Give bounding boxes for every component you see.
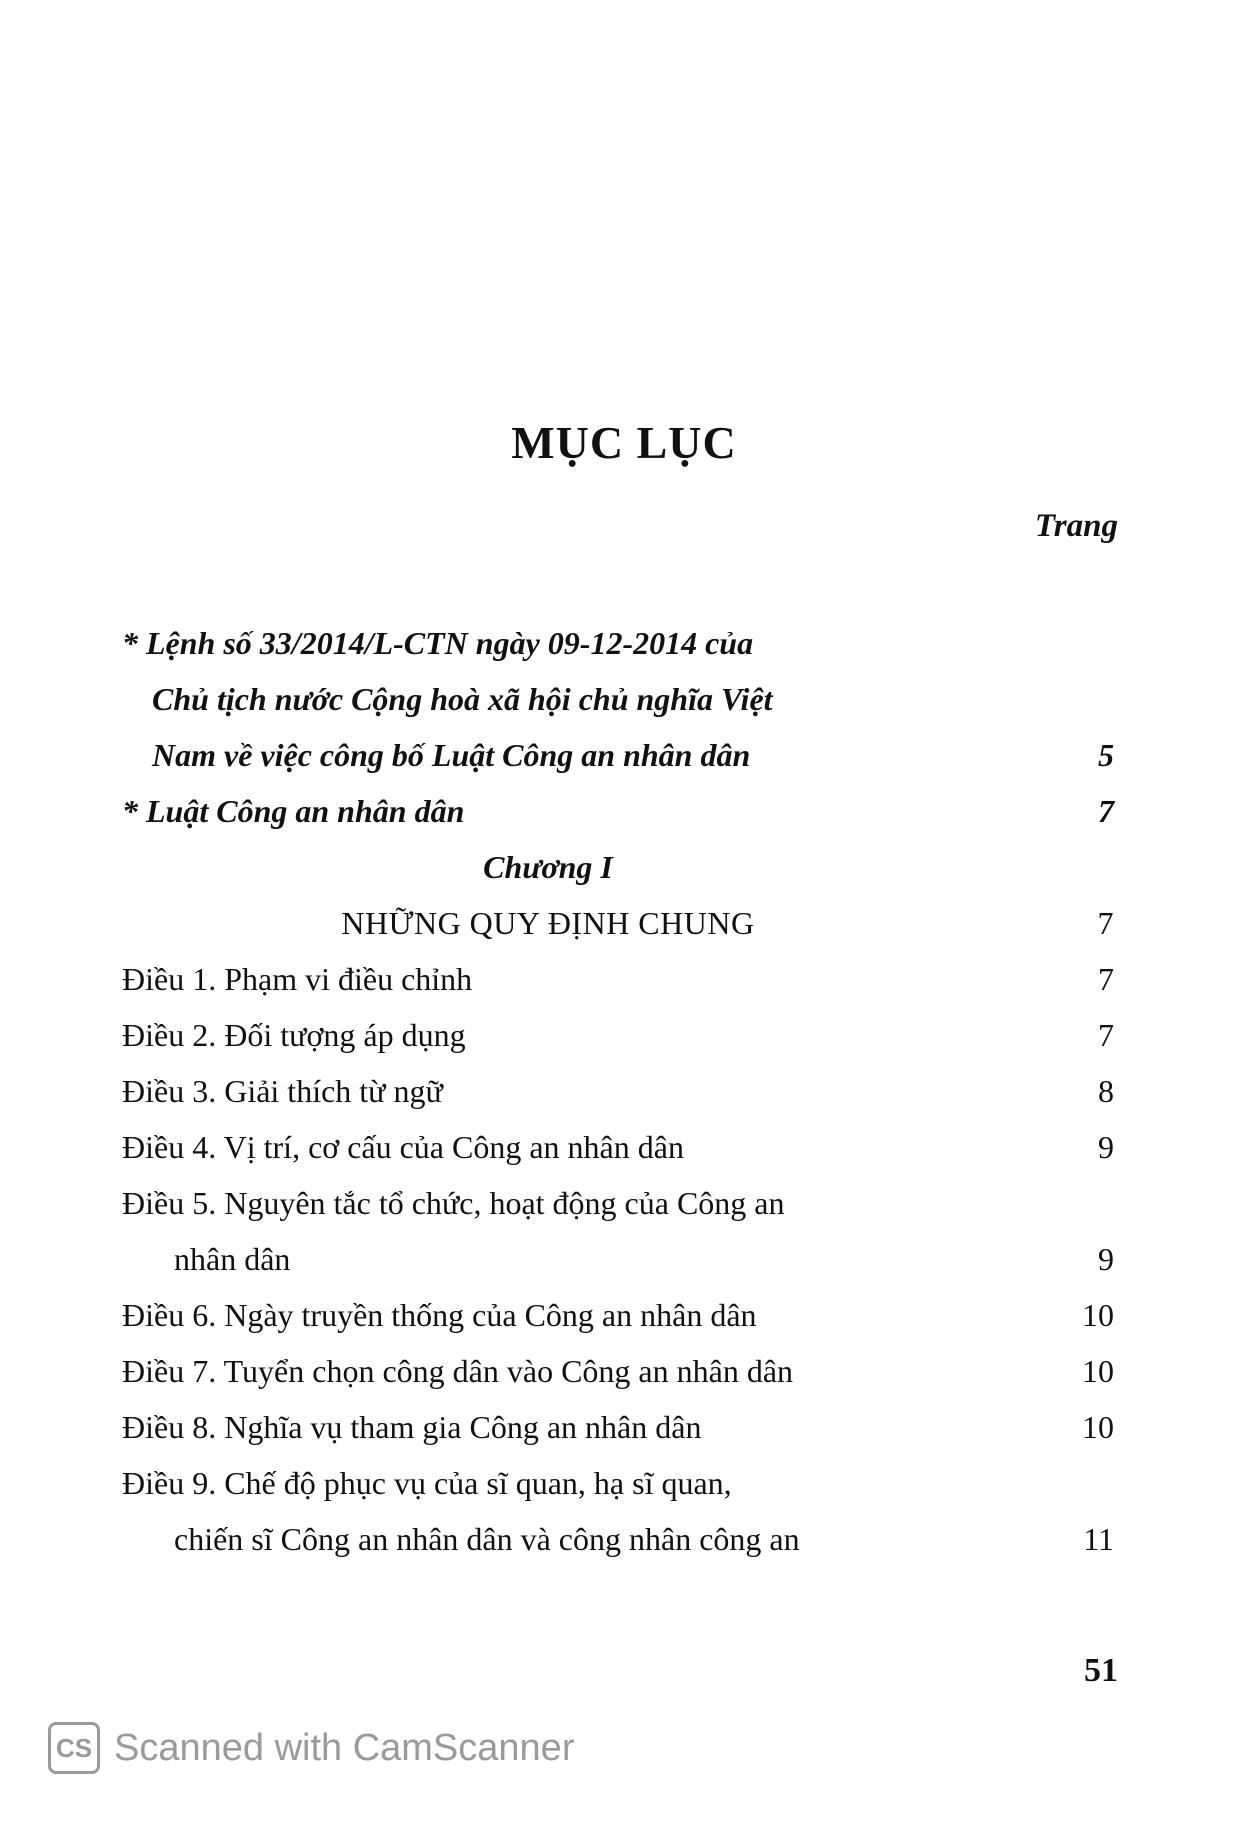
page-title: MỤC LỤC (511, 417, 737, 468)
toc-article-continuation (122, 1511, 1114, 1567)
toc-article-text: Điều 8. Nghĩa vụ tham gia Công an nhân dân (122, 1409, 702, 1445)
toc-article-continuation (122, 1231, 1114, 1287)
chapter-title: NHỮNG QUY ĐỊNH CHUNG (341, 905, 755, 941)
toc-article-page: 10 (1082, 1297, 1114, 1333)
toc-article-text: Điều 9. Chế độ phục vụ của sĩ quan, hạ sĩ quan, (122, 1465, 732, 1501)
toc-article-text: Điều 5. Nguyên tắc tổ chức, hoạt động của Công an (122, 1185, 785, 1221)
toc-article (122, 1399, 1114, 1455)
toc-article-text: nhân dân (174, 1241, 291, 1277)
toc-entry-line (122, 615, 1114, 671)
toc-entry-text: Chủ tịch nước Cộng hoà xã hội chủ nghĩa Việt (152, 681, 773, 717)
toc-entry-page: 7 (1098, 793, 1114, 829)
toc-article (122, 1343, 1114, 1399)
toc-article-page: 10 (1082, 1409, 1114, 1445)
toc-article-text: Điều 7. Tuyển chọn công dân vào Công an nhân dân (122, 1353, 794, 1389)
toc-article-text: Điều 4. Vị trí, cơ cấu của Công an nhân dân (122, 1129, 684, 1165)
toc-entry-text: * Lệnh số 33/2014/L-CTN ngày 09-12-2014 của (122, 625, 754, 661)
toc-article-text: Điều 2. Đối tượng áp dụng (122, 1017, 466, 1053)
watermark-text: Scanned with CamScanner (114, 1726, 575, 1769)
toc-article (122, 1455, 1114, 1511)
chapter-page: 7 (1097, 905, 1114, 941)
toc-article-page: 7 (1098, 1017, 1114, 1053)
toc-entry-page: 5 (1098, 737, 1114, 773)
toc-article (122, 1287, 1114, 1343)
scanner-watermark (48, 1722, 574, 1774)
toc-entry-text: Nam về việc công bố Luật Công an nhân dân (152, 737, 751, 773)
toc-article (122, 1063, 1114, 1119)
toc-article (122, 1007, 1114, 1063)
toc-article-page: 10 (1082, 1353, 1114, 1389)
toc-article-text: Điều 6. Ngày truyền thống của Công an nhân dân (122, 1297, 757, 1333)
toc-article-text: Điều 3. Giải thích từ ngữ (122, 1073, 443, 1109)
toc-article-page: 9 (1098, 1241, 1114, 1277)
page-number: 51 (1084, 1652, 1118, 1689)
table-of-contents (122, 615, 1114, 1567)
page-column-header: Trang (1034, 508, 1118, 544)
toc-article-page: 8 (1098, 1073, 1114, 1109)
toc-entry-line (122, 783, 1114, 839)
toc-article-text: chiến sĩ Công an nhân dân và công nhân công an (174, 1521, 800, 1557)
toc-article-page: 7 (1098, 961, 1114, 997)
toc-article (122, 1175, 1114, 1231)
toc-entry-line (122, 671, 1114, 727)
toc-entry-text: * Luật Công an nhân dân (122, 793, 465, 829)
toc-article-page: 9 (1098, 1129, 1114, 1165)
toc-article-text: Điều 1. Phạm vi điều chỉnh (122, 961, 473, 997)
toc-entry-line (122, 727, 1114, 783)
camscanner-logo-icon: CS (48, 1722, 100, 1774)
toc-article (122, 1119, 1114, 1175)
chapter-title-line (122, 895, 1114, 951)
chapter-label: Chương I (483, 849, 613, 885)
toc-article-page: 11 (1083, 1521, 1114, 1557)
toc-article (122, 951, 1114, 1007)
